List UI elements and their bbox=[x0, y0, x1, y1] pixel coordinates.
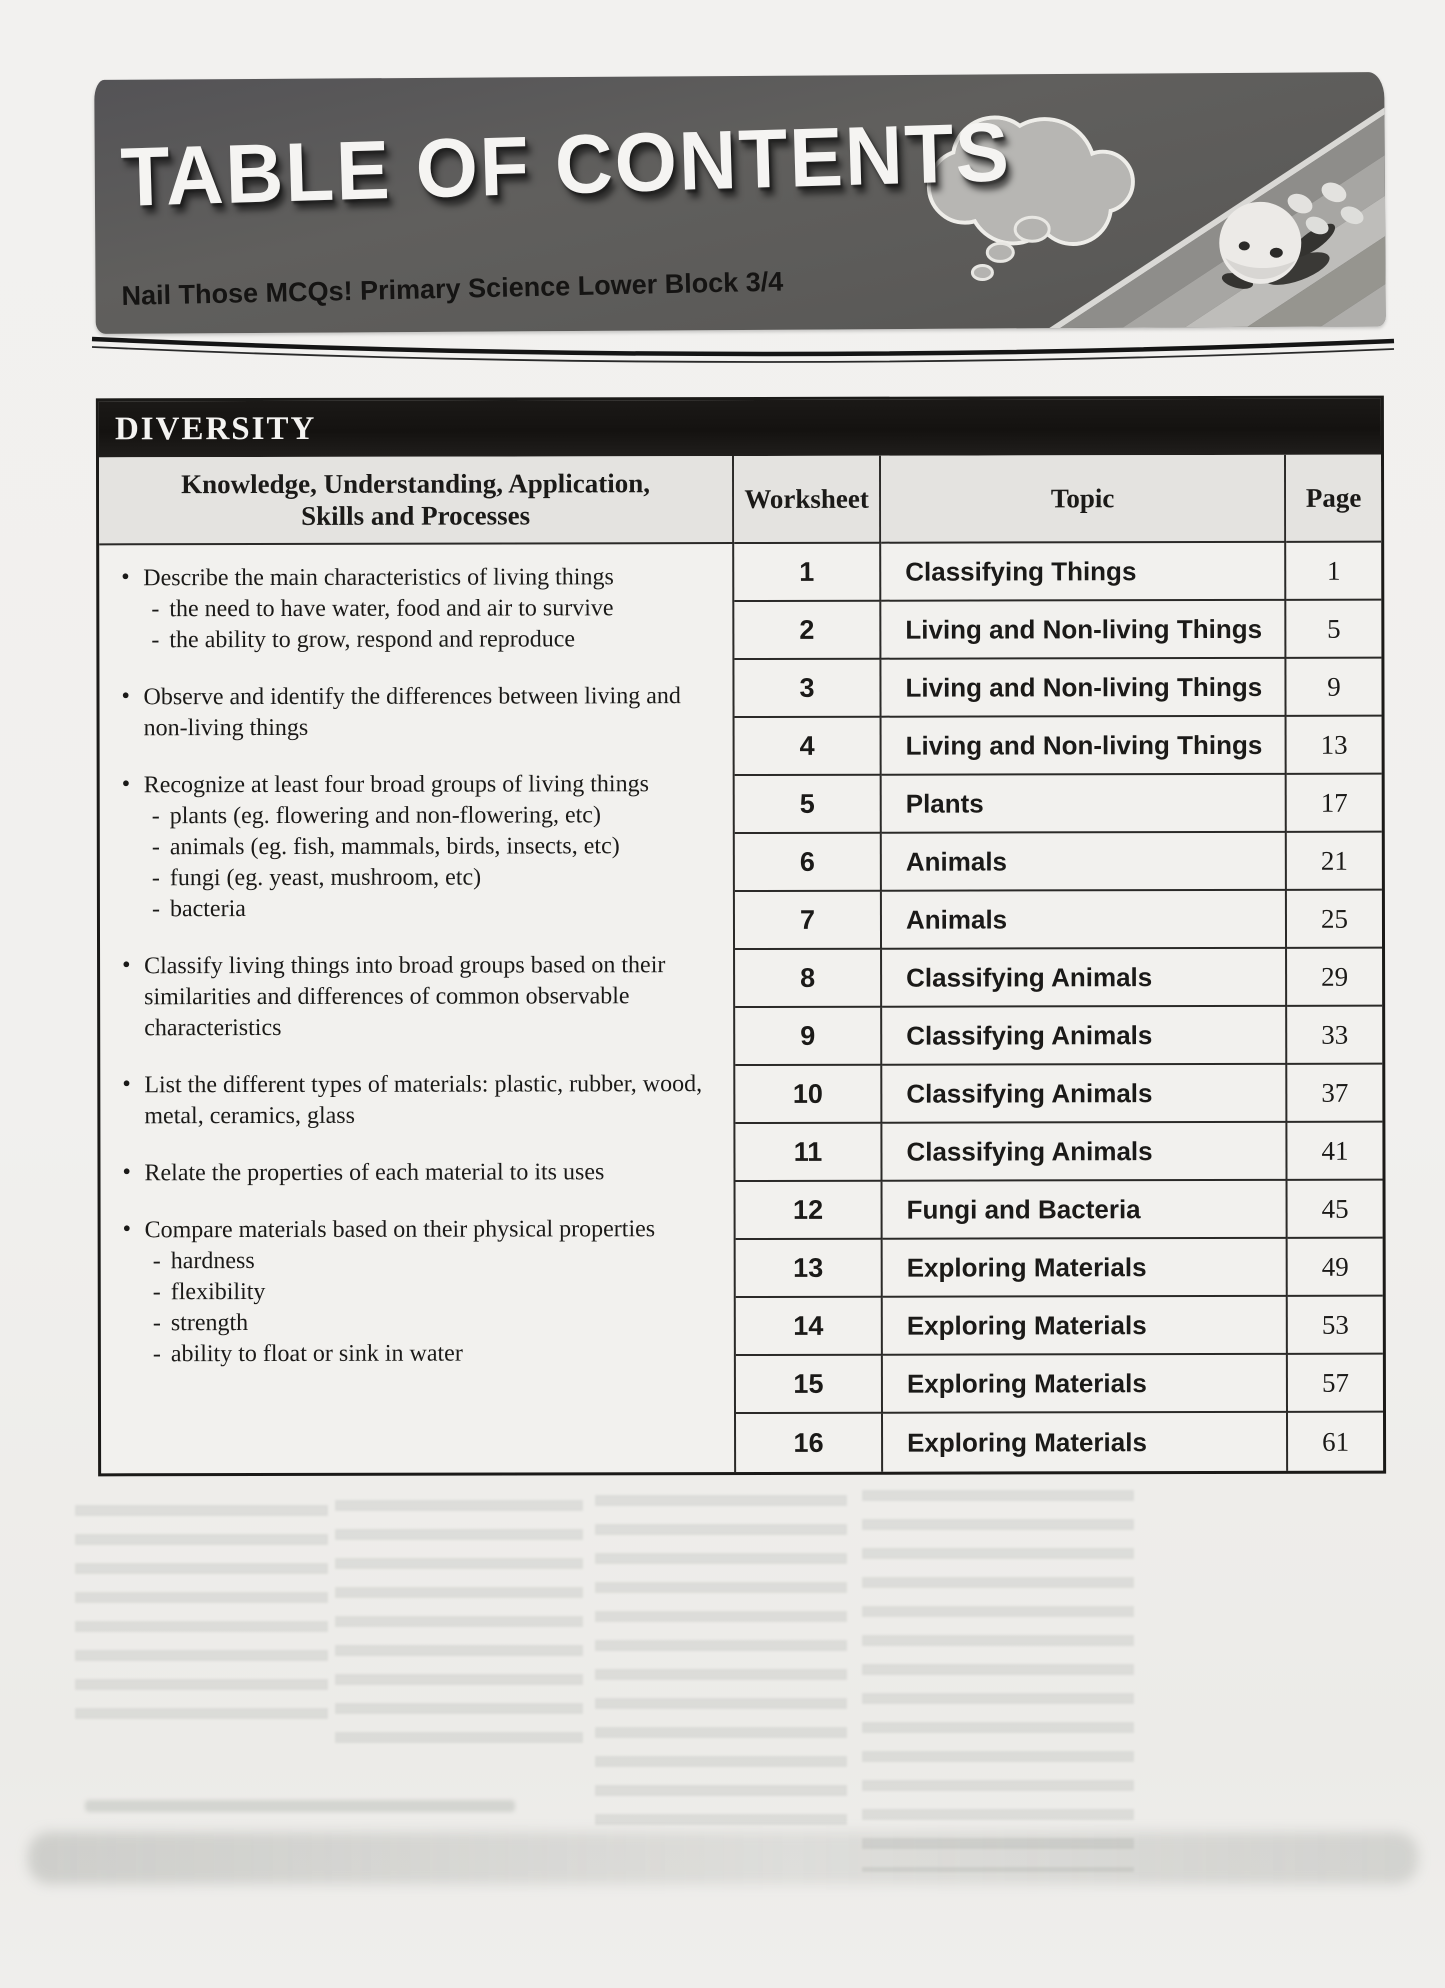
topic-cell: Exploring Materials bbox=[883, 1355, 1288, 1414]
contents-table bbox=[96, 396, 1386, 1477]
objective-item: • Relate the properties of each material to its uses bbox=[114, 1157, 721, 1189]
worksheet-number: 6 bbox=[735, 834, 882, 892]
page-number: 41 bbox=[1287, 1123, 1382, 1181]
page-number: 45 bbox=[1288, 1181, 1383, 1239]
worksheet-number: 13 bbox=[736, 1240, 883, 1298]
section-title-bar bbox=[99, 399, 1381, 458]
page-number: 53 bbox=[1288, 1297, 1383, 1355]
topic-cell: Animals bbox=[882, 833, 1287, 892]
page-number: 29 bbox=[1287, 949, 1382, 1007]
page-title: TABLE OF CONTENTS bbox=[119, 105, 1013, 224]
page-number: 37 bbox=[1287, 1065, 1382, 1123]
objective-subitem: - the need to have water, food and air to survive bbox=[143, 593, 720, 625]
objective-item: • Recognize at least four broad groups of living things - plants (eg. flowering and non-flowering, etc) - animals (eg. fish, mammals, birds, insects, etc) - fungi (eg. yeast, mushroom, etc) - bacteria bbox=[114, 769, 721, 925]
worksheet-number: 1 bbox=[734, 544, 881, 602]
page-number: 13 bbox=[1287, 717, 1382, 775]
worksheet-number: 5 bbox=[735, 776, 882, 834]
book-subtitle: Nail Those MCQs! Primary Science Lower Block 3/4 bbox=[121, 266, 784, 311]
column-header-topic: Topic bbox=[881, 455, 1286, 544]
page-number: 25 bbox=[1287, 891, 1382, 949]
bleed-through-text bbox=[85, 1800, 515, 1812]
worksheet-number: 16 bbox=[736, 1414, 883, 1472]
contents-grid bbox=[99, 455, 1383, 1474]
worksheet-number: 3 bbox=[734, 660, 881, 718]
objective-subitem: - ability to float or sink in water bbox=[145, 1338, 722, 1370]
topic-cell: Exploring Materials bbox=[883, 1413, 1288, 1472]
bleed-through-band bbox=[28, 1832, 1418, 1884]
column-header-skills: Knowledge, Understanding, Application, Skills and Processes bbox=[99, 456, 734, 545]
page-number: 33 bbox=[1287, 1007, 1382, 1065]
bleed-through-text bbox=[862, 1490, 1134, 1872]
column-header-worksheet: Worksheet bbox=[734, 456, 881, 544]
topic-cell: Living and Non-living Things bbox=[881, 601, 1286, 660]
worksheet-number: 4 bbox=[735, 718, 882, 776]
toc-banner bbox=[94, 72, 1386, 334]
topic-cell: Classifying Animals bbox=[882, 1123, 1287, 1182]
bleed-through-text bbox=[75, 1505, 328, 1720]
topic-cell: Classifying Animals bbox=[882, 1007, 1287, 1066]
double-rule-divider bbox=[86, 330, 1400, 376]
objective-subitem: - flexibility bbox=[145, 1276, 722, 1308]
objective-item: • Classify living things into broad groups based on their similarities and differences of common observable characteristics bbox=[114, 950, 721, 1044]
page-number: 9 bbox=[1286, 659, 1381, 717]
worksheet-number: 12 bbox=[736, 1182, 883, 1240]
topic-cell: Exploring Materials bbox=[883, 1239, 1288, 1298]
worksheet-number: 11 bbox=[735, 1124, 882, 1182]
worksheet-number: 7 bbox=[735, 892, 882, 950]
worksheet-number: 9 bbox=[735, 1008, 882, 1066]
topic-cell: Exploring Materials bbox=[883, 1297, 1288, 1356]
worksheet-number: 8 bbox=[735, 950, 882, 1008]
bleed-through-text bbox=[335, 1500, 583, 1748]
topic-cell: Plants bbox=[882, 775, 1287, 834]
page-number: 1 bbox=[1286, 543, 1381, 601]
objectives-list bbox=[113, 562, 722, 1396]
topic-cell: Classifying Animals bbox=[882, 1065, 1287, 1124]
topic-cell: Living and Non-living Things bbox=[882, 717, 1287, 776]
topic-cell: Living and Non-living Things bbox=[881, 659, 1286, 718]
topic-cell: Classifying Animals bbox=[882, 949, 1287, 1008]
objective-subitem: - strength bbox=[145, 1307, 722, 1339]
objective-subitem: - fungi (eg. yeast, mushroom, etc) bbox=[144, 862, 721, 894]
page-number: 21 bbox=[1287, 833, 1382, 891]
objective-item: • Observe and identify the differences between living and non-living things bbox=[113, 681, 720, 744]
page-number: 5 bbox=[1286, 601, 1381, 659]
bleed-through-text bbox=[595, 1495, 847, 1843]
topic-cell: Animals bbox=[882, 891, 1287, 950]
objective-subitem: - hardness bbox=[145, 1245, 722, 1277]
page-number: 61 bbox=[1322, 1426, 1350, 1457]
objective-subitem: - the ability to grow, respond and reproduce bbox=[143, 624, 720, 656]
worksheet-number: 10 bbox=[735, 1066, 882, 1124]
topic-cell: Classifying Things bbox=[881, 543, 1286, 602]
page-number: 57 bbox=[1288, 1355, 1383, 1413]
objective-item: • List the different types of materials: plastic, rubber, wood, metal, ceramics, glass bbox=[114, 1069, 721, 1132]
objective-item: • Compare materials based on their physical properties - hardness - flexibility - strength - ability to float or sink in water bbox=[115, 1214, 722, 1370]
objective-subitem: - bacteria bbox=[144, 893, 721, 925]
section-title: DIVERSITY bbox=[114, 410, 317, 447]
worksheet-number: 15 bbox=[736, 1356, 883, 1414]
objective-subitem: - animals (eg. fish, mammals, birds, insects, etc) bbox=[144, 831, 721, 863]
objective-subitem: - plants (eg. flowering and non-flowering, etc) bbox=[144, 800, 721, 832]
worksheet-number: 14 bbox=[736, 1298, 883, 1356]
objectives-cell bbox=[99, 544, 736, 1473]
column-header-page: Page bbox=[1286, 455, 1381, 543]
worksheet-number: 2 bbox=[734, 602, 881, 660]
page-number: 49 bbox=[1288, 1239, 1383, 1297]
topic-cell: Fungi and Bacteria bbox=[883, 1181, 1288, 1240]
objective-item: • Describe the main characteristics of living things - the need to have water, food and air to survive - the ability to grow, respond and reproduce bbox=[113, 562, 720, 656]
page-number: 17 bbox=[1287, 775, 1382, 833]
